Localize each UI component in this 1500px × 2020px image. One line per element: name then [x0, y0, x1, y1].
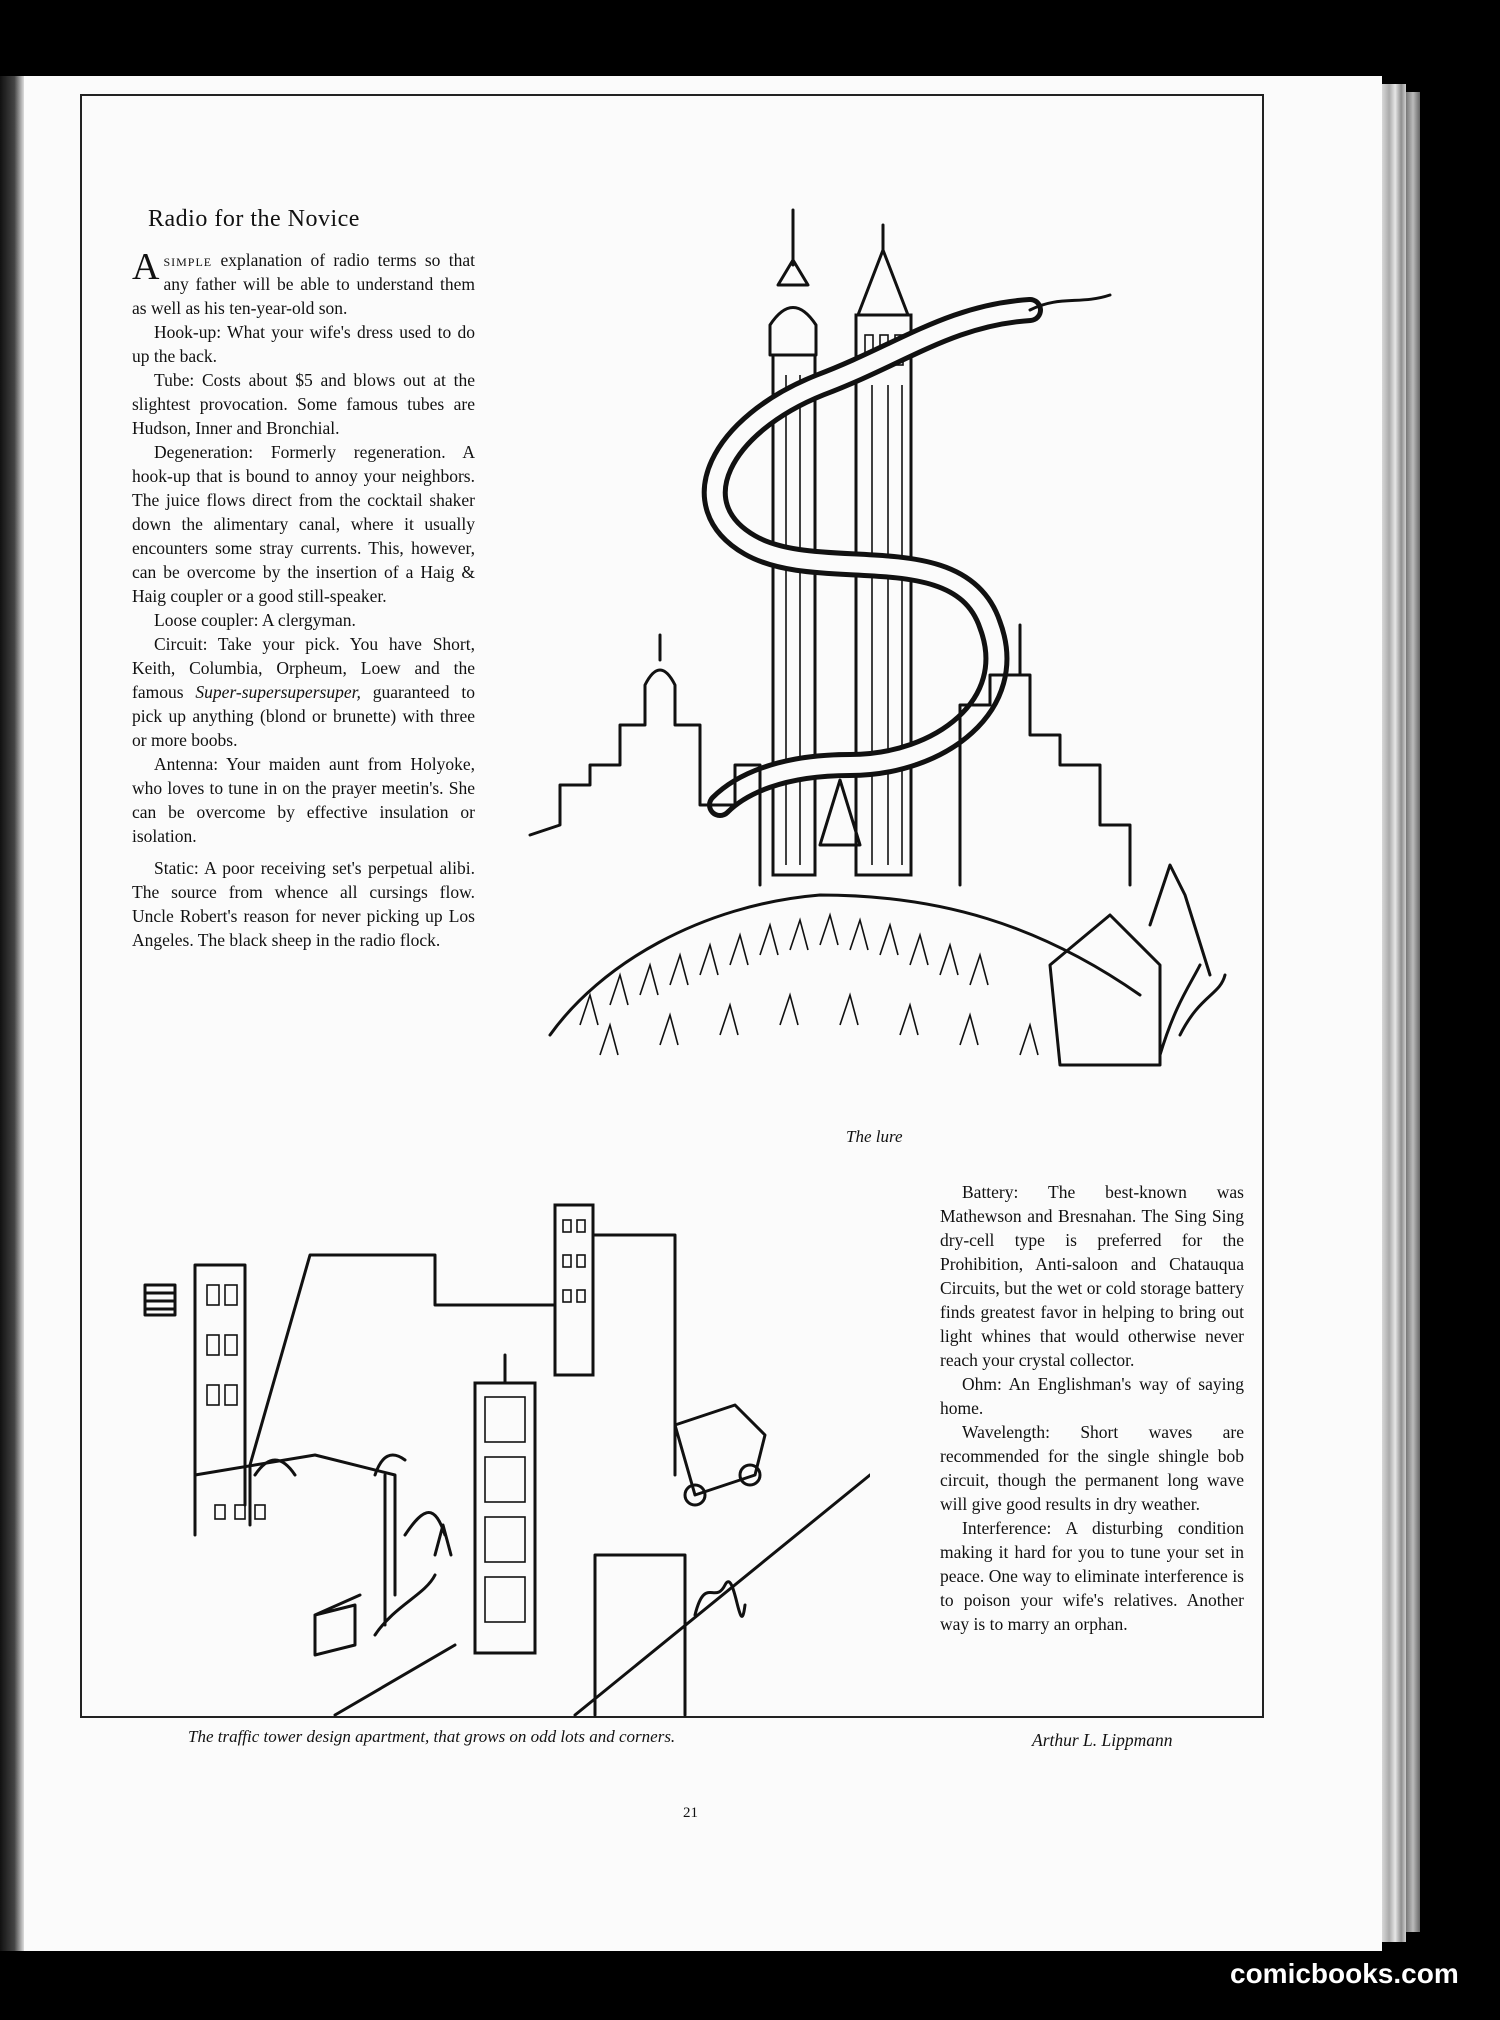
- definition-wavelength: Wavelength: Short waves are recommended for the single shingle bob circuit, though the permanent long wave will give good results in dry weather.: [940, 1422, 1244, 1514]
- page-stack-edge: [1382, 84, 1406, 1942]
- definition-ohm: Ohm: An Englishman's way of saying home.: [940, 1374, 1244, 1418]
- caption-traffic-tower: The traffic tower design apartment, that grows on odd lots and corners.: [188, 1727, 676, 1746]
- site-watermark: comicbooks.com: [1230, 1958, 1459, 1989]
- article-title: Radio for the Novice: [148, 206, 360, 232]
- definition-circuit: Circuit: Take your pick. You have Short, Keith, Columbia, Orpheum, Loew and the famous Super-supersupersuper, guaranteed to pick up anything (blond or brunette) with three or more boobs.: [132, 634, 475, 750]
- definition-antenna: Antenna: Your maiden aunt from Holyoke, who loves to tune in on the prayer meetin's. She can be overcome by effective insulation or isolation.: [132, 754, 475, 846]
- definition-static: Static: A poor receiving set's perpetual alibi. The source from whence all cursings flow. Uncle Robert's reason for never picking up Los Angeles. The black sheep in the radio flock.: [132, 858, 475, 950]
- street-tower-apartment-illustration: [135, 1175, 870, 1720]
- definition-interference: Interference: A disturbing condition making it hard for you to tune your set in peace. One way to eliminate interference is to poison your wife's relatives. Another way is to marry an orphan.: [940, 1518, 1244, 1634]
- definition-tube: Tube: Costs about $5 and blows out at the slightest provocation. Some famous tubes are Hudson, Inner and Bronchial.: [132, 370, 475, 438]
- author-byline: Arthur L. Lippmann: [1032, 1730, 1173, 1750]
- drop-cap: A: [132, 246, 160, 288]
- intro-paragraph: Asimple explanation of radio terms so that any father will be able to understand them as well as his ten-year-old son.: [132, 246, 475, 318]
- definition-battery: Battery: The best-known was Mathewson and Bresnahan. The Sing Sing dry-cell type is preferred for the Prohibition, Anti-saloon and Chatauqua Circuits, but the wet or cold storage battery finds greatest favor in helping to bring out light whines that would otherwise never reach your crystal collector.: [940, 1182, 1244, 1370]
- definition-loose-coupler: Loose coupler: A clergyman.: [154, 610, 356, 630]
- page-number: 21: [683, 1805, 698, 1821]
- definition-hook-up: Hook-up: What your wife's dress used to do up the back.: [132, 322, 475, 366]
- left-column: [132, 248, 475, 952]
- caption-the-lure: The lure: [846, 1127, 903, 1146]
- book-binding: [0, 76, 24, 1951]
- dollar-sign-skyline-illustration: [520, 205, 1232, 1110]
- right-column: [940, 1180, 1244, 1636]
- definition-degeneration: Degeneration: Formerly regeneration. A hook-up that is bound to annoy your neighbors. The juice flows direct from the cocktail shaker down the alimentary canal, where it usually encounters some stray currents. This, however, can be overcome by the insertion of a Haig & Haig coupler or a good still-speaker.: [132, 442, 475, 606]
